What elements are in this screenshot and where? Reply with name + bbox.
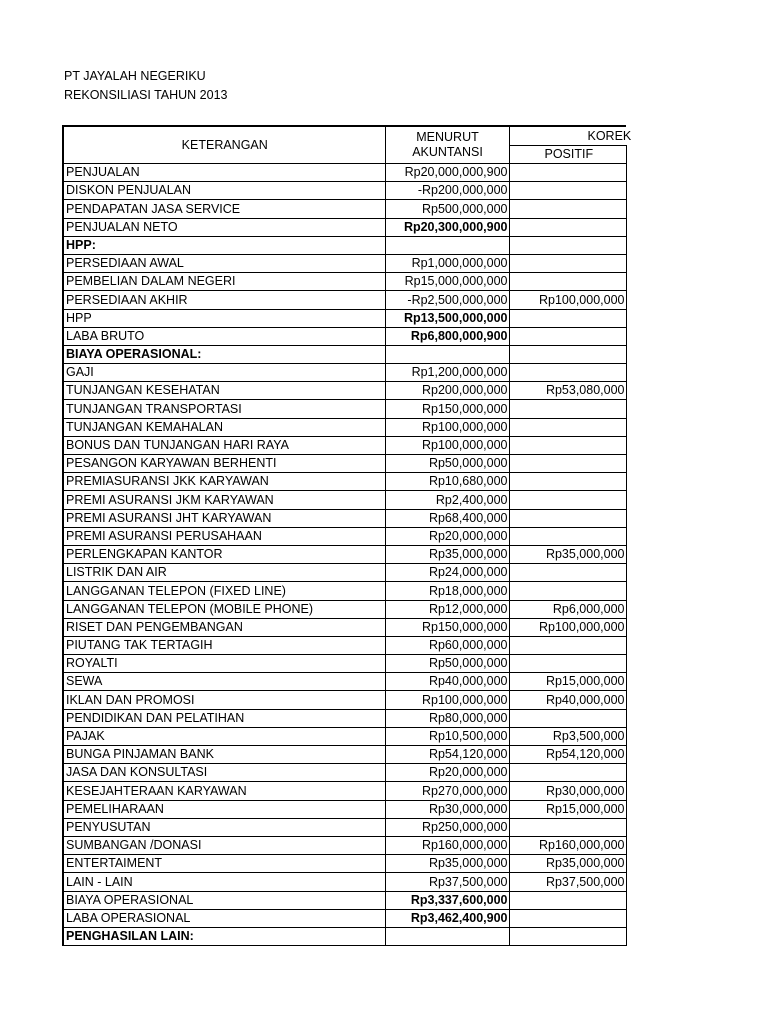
row-label: LABA BRUTO [63, 327, 385, 345]
table-row [63, 800, 626, 818]
row-value-akuntansi: Rp15,000,000,000 [385, 273, 509, 291]
row-value-akuntansi: Rp200,000,000 [385, 382, 509, 400]
row-value-akuntansi: Rp1,200,000,000 [385, 364, 509, 382]
column-header-keterangan: KETERANGAN [63, 126, 385, 164]
row-value-akuntansi: Rp40,000,000 [385, 673, 509, 691]
table-row [63, 345, 626, 363]
row-value-akuntansi: Rp80,000,000 [385, 709, 509, 727]
column-header-koreksi: KOREK [509, 126, 626, 145]
row-value-positif [509, 200, 626, 218]
table-row [63, 273, 626, 291]
table-row [63, 382, 626, 400]
row-value-akuntansi: Rp6,800,000,900 [385, 327, 509, 345]
row-value-positif [509, 309, 626, 327]
row-value-akuntansi: Rp24,000,000 [385, 564, 509, 582]
row-value-akuntansi: Rp10,680,000 [385, 473, 509, 491]
row-value-positif [509, 364, 626, 382]
table-row [63, 418, 626, 436]
row-value-positif [509, 927, 626, 945]
row-label: PENGHASILAN LAIN: [63, 927, 385, 945]
table-row [63, 200, 626, 218]
table-row [63, 909, 626, 927]
table-row [63, 400, 626, 418]
row-value-positif: Rp30,000,000 [509, 782, 626, 800]
row-value-positif [509, 473, 626, 491]
row-value-positif [509, 418, 626, 436]
row-value-positif: Rp15,000,000 [509, 673, 626, 691]
row-value-positif [509, 254, 626, 272]
row-value-akuntansi: Rp160,000,000 [385, 836, 509, 854]
row-label: LISTRIK DAN AIR [63, 564, 385, 582]
row-label: BONUS DAN TUNJANGAN HARI RAYA [63, 436, 385, 454]
table-body [63, 164, 626, 946]
row-value-akuntansi: Rp37,500,000 [385, 873, 509, 891]
row-label: TUNJANGAN KEMAHALAN [63, 418, 385, 436]
row-label: BUNGA PINJAMAN BANK [63, 746, 385, 764]
row-value-akuntansi: Rp270,000,000 [385, 782, 509, 800]
row-value-positif [509, 182, 626, 200]
row-value-akuntansi: -Rp2,500,000,000 [385, 291, 509, 309]
row-label: PESANGON KARYAWAN BERHENTI [63, 455, 385, 473]
row-value-positif [509, 891, 626, 909]
row-value-akuntansi: Rp150,000,000 [385, 618, 509, 636]
row-value-akuntansi [385, 345, 509, 363]
row-value-akuntansi: Rp1,000,000,000 [385, 254, 509, 272]
row-value-positif [509, 164, 626, 182]
report-title: REKONSILIASI TAHUN 2013 [64, 88, 228, 102]
row-value-akuntansi: Rp54,120,000 [385, 746, 509, 764]
table-row [63, 818, 626, 836]
row-value-akuntansi: Rp20,300,000,900 [385, 218, 509, 236]
table-row [63, 527, 626, 545]
row-value-akuntansi [385, 927, 509, 945]
row-label: PEMELIHARAAN [63, 800, 385, 818]
table-row [63, 182, 626, 200]
table-row [63, 836, 626, 854]
row-value-positif [509, 564, 626, 582]
row-value-positif [509, 582, 626, 600]
row-value-positif [509, 345, 626, 363]
row-value-positif [509, 236, 626, 254]
row-value-positif: Rp54,120,000 [509, 746, 626, 764]
column-header-menurut-line2: AKUNTANSI [412, 145, 483, 159]
row-label: IKLAN DAN PROMOSI [63, 691, 385, 709]
row-value-akuntansi: Rp30,000,000 [385, 800, 509, 818]
table-row [63, 164, 626, 182]
row-label: LANGGANAN TELEPON (MOBILE PHONE) [63, 600, 385, 618]
row-label: PENJUALAN NETO [63, 218, 385, 236]
table-row [63, 673, 626, 691]
row-label: PERSEDIAAN AKHIR [63, 291, 385, 309]
table-row [63, 254, 626, 272]
row-value-akuntansi: Rp60,000,000 [385, 636, 509, 654]
table-row [63, 436, 626, 454]
table-row [63, 309, 626, 327]
row-label: LAIN - LAIN [63, 873, 385, 891]
row-label: PAJAK [63, 727, 385, 745]
reconciliation-table-container [62, 125, 632, 946]
row-value-akuntansi: Rp12,000,000 [385, 600, 509, 618]
table-row [63, 600, 626, 618]
row-value-positif: Rp37,500,000 [509, 873, 626, 891]
row-value-akuntansi: Rp100,000,000 [385, 436, 509, 454]
table-row [63, 618, 626, 636]
row-label: SEWA [63, 673, 385, 691]
row-value-positif [509, 636, 626, 654]
row-value-positif [509, 273, 626, 291]
row-value-positif [509, 909, 626, 927]
table-row [63, 782, 626, 800]
row-label: PERLENGKAPAN KANTOR [63, 545, 385, 563]
row-label: JASA DAN KONSULTASI [63, 764, 385, 782]
row-value-akuntansi: Rp20,000,000,900 [385, 164, 509, 182]
row-value-positif [509, 655, 626, 673]
row-value-akuntansi: Rp68,400,000 [385, 509, 509, 527]
row-value-positif [509, 491, 626, 509]
table-row [63, 455, 626, 473]
table-row [63, 364, 626, 382]
row-label: PREMI ASURANSI PERUSAHAAN [63, 527, 385, 545]
row-value-akuntansi: Rp10,500,000 [385, 727, 509, 745]
row-value-positif [509, 436, 626, 454]
row-value-akuntansi: Rp50,000,000 [385, 455, 509, 473]
table-row [63, 473, 626, 491]
table-row [63, 291, 626, 309]
row-value-positif: Rp53,080,000 [509, 382, 626, 400]
table-row [63, 727, 626, 745]
row-label: BIAYA OPERASIONAL: [63, 345, 385, 363]
row-value-akuntansi: Rp250,000,000 [385, 818, 509, 836]
table-row [63, 873, 626, 891]
row-label: ENTERTAIMENT [63, 855, 385, 873]
row-value-akuntansi: Rp35,000,000 [385, 855, 509, 873]
row-value-positif [509, 709, 626, 727]
row-value-akuntansi: Rp13,500,000,000 [385, 309, 509, 327]
row-label: RISET DAN PENGEMBANGAN [63, 618, 385, 636]
table-row [63, 709, 626, 727]
column-header-positif: POSITIF [509, 145, 626, 164]
row-value-akuntansi: Rp20,000,000 [385, 527, 509, 545]
row-value-positif [509, 818, 626, 836]
row-label: PREMI ASURANSI JKM KARYAWAN [63, 491, 385, 509]
row-label: LANGGANAN TELEPON (FIXED LINE) [63, 582, 385, 600]
row-value-positif [509, 327, 626, 345]
row-value-positif: Rp15,000,000 [509, 800, 626, 818]
row-value-akuntansi: Rp35,000,000 [385, 545, 509, 563]
row-label: PERSEDIAAN AWAL [63, 254, 385, 272]
row-label: PENJUALAN [63, 164, 385, 182]
row-label: TUNJANGAN TRANSPORTASI [63, 400, 385, 418]
row-value-positif: Rp100,000,000 [509, 291, 626, 309]
row-value-positif: Rp35,000,000 [509, 545, 626, 563]
row-label: PENYUSUTAN [63, 818, 385, 836]
row-value-positif: Rp100,000,000 [509, 618, 626, 636]
row-value-positif: Rp6,000,000 [509, 600, 626, 618]
row-value-positif: Rp3,500,000 [509, 727, 626, 745]
table-row [63, 582, 626, 600]
row-value-akuntansi: Rp2,400,000 [385, 491, 509, 509]
row-value-akuntansi: -Rp200,000,000 [385, 182, 509, 200]
row-label: PIUTANG TAK TERTAGIH [63, 636, 385, 654]
column-header-menurut-akuntansi [385, 126, 509, 164]
row-label: PREMI ASURANSI JHT KARYAWAN [63, 509, 385, 527]
row-label: ROYALTI [63, 655, 385, 673]
row-value-akuntansi: Rp150,000,000 [385, 400, 509, 418]
row-label: KESEJAHTERAAN KARYAWAN [63, 782, 385, 800]
table-row [63, 855, 626, 873]
row-value-akuntansi: Rp100,000,000 [385, 418, 509, 436]
table-row [63, 927, 626, 945]
row-label: GAJI [63, 364, 385, 382]
reconciliation-table [62, 125, 632, 946]
table-row [63, 218, 626, 236]
table-row [63, 764, 626, 782]
row-label: HPP: [63, 236, 385, 254]
table-row [63, 891, 626, 909]
row-value-positif: Rp35,000,000 [509, 855, 626, 873]
table-row [63, 509, 626, 527]
table-row [63, 327, 626, 345]
column-header-menurut-line1: MENURUT [416, 130, 479, 144]
company-name: PT JAYALAH NEGERIKU [64, 69, 206, 83]
table-row [63, 655, 626, 673]
row-label: LABA OPERASIONAL [63, 909, 385, 927]
row-value-akuntansi: Rp18,000,000 [385, 582, 509, 600]
row-value-positif [509, 455, 626, 473]
table-row [63, 746, 626, 764]
row-label: PENDAPATAN JASA SERVICE [63, 200, 385, 218]
table-row [63, 545, 626, 563]
row-value-akuntansi: Rp3,462,400,900 [385, 909, 509, 927]
table-row [63, 491, 626, 509]
row-label: SUMBANGAN /DONASI [63, 836, 385, 854]
row-label: DISKON PENJUALAN [63, 182, 385, 200]
row-value-akuntansi: Rp3,337,600,000 [385, 891, 509, 909]
row-value-akuntansi: Rp20,000,000 [385, 764, 509, 782]
row-value-akuntansi: Rp100,000,000 [385, 691, 509, 709]
row-value-akuntansi [385, 236, 509, 254]
row-value-positif [509, 400, 626, 418]
row-value-positif: Rp40,000,000 [509, 691, 626, 709]
row-label: TUNJANGAN KESEHATAN [63, 382, 385, 400]
row-value-positif [509, 764, 626, 782]
table-row [63, 236, 626, 254]
row-value-akuntansi: Rp50,000,000 [385, 655, 509, 673]
row-label: HPP [63, 309, 385, 327]
row-value-akuntansi: Rp500,000,000 [385, 200, 509, 218]
row-label: PEMBELIAN DALAM NEGERI [63, 273, 385, 291]
table-row [63, 564, 626, 582]
table-row [63, 636, 626, 654]
row-value-positif [509, 509, 626, 527]
row-value-positif [509, 527, 626, 545]
row-value-positif [509, 218, 626, 236]
row-label: PENDIDIKAN DAN PELATIHAN [63, 709, 385, 727]
row-label: PREMIASURANSI JKK KARYAWAN [63, 473, 385, 491]
table-row [63, 691, 626, 709]
row-label: BIAYA OPERASIONAL [63, 891, 385, 909]
row-value-positif: Rp160,000,000 [509, 836, 626, 854]
